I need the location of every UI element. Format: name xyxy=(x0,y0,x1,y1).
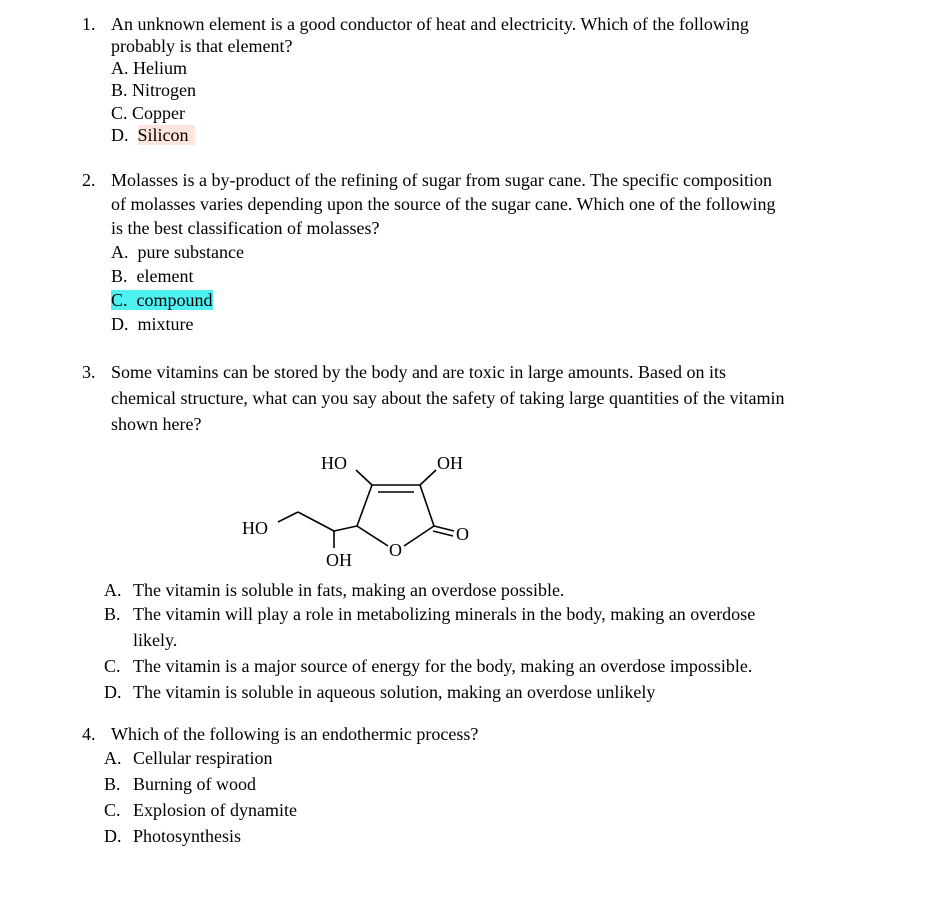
bond xyxy=(356,470,372,485)
option-d: The vitamin is soluble in aqueous solution, making an overdose unlikely xyxy=(133,682,656,702)
option-b: The vitamin will play a role in metabolizing minerals in the body, making an overdose xyxy=(133,604,756,624)
bond xyxy=(357,485,372,526)
question-number: 4. xyxy=(82,724,96,744)
option-c xyxy=(111,289,213,311)
option-a-letter: A. xyxy=(104,580,122,600)
option-c: C. Copper xyxy=(111,103,186,123)
option-b: B. element xyxy=(111,266,194,286)
option-d: Photosynthesis xyxy=(133,826,242,846)
question-text: Which of the following is an endothermic process? xyxy=(111,724,479,744)
question-text: chemical structure, what can you say about the safety of taking large quantities of the vitamin xyxy=(111,388,785,408)
hydroxyl-label: OH xyxy=(437,453,463,473)
option-a: The vitamin is soluble in fats, making an overdose possible. xyxy=(133,580,565,600)
option-d-letter: D. xyxy=(104,826,122,846)
option-b: Burning of wood xyxy=(133,774,256,794)
highlighted-answer: Silicon xyxy=(138,125,195,145)
hydroxyl-label: HO xyxy=(242,518,268,538)
option-c: The vitamin is a major source of energy for the body, making an overdose impossible. xyxy=(133,656,753,676)
bond xyxy=(420,470,436,485)
bond xyxy=(278,512,298,522)
ring-oxygen-label: O xyxy=(389,540,402,560)
option-d: D. mixture xyxy=(111,314,194,334)
question-text: Some vitamins can be stored by the body and are toxic in large amounts. Based on its xyxy=(111,362,727,382)
carbonyl-oxygen-label: O xyxy=(456,524,469,544)
hydroxyl-label: HO xyxy=(321,453,347,473)
option-a: A. Helium xyxy=(111,58,187,78)
question-text: probably is that element? xyxy=(111,36,293,56)
hydroxyl-label: OH xyxy=(326,550,352,570)
question-text: shown here? xyxy=(111,414,202,434)
bond xyxy=(357,526,388,546)
question-text: of molasses varies depending upon the source of the sugar cane. Which one of the following xyxy=(111,194,776,214)
structure-labels xyxy=(242,453,469,570)
bond xyxy=(434,526,454,531)
highlighted-answer: C. compound xyxy=(111,290,213,310)
question-text: is the best classification of molasses? xyxy=(111,218,380,238)
option-c-letter: C. xyxy=(104,800,121,820)
question-number: 3. xyxy=(82,362,96,382)
option-d: D. Silicon xyxy=(111,124,195,146)
structure-bonds xyxy=(278,470,454,548)
option-b-continued: likely. xyxy=(133,630,178,650)
option-a: Cellular respiration xyxy=(133,748,273,768)
bond xyxy=(404,526,434,546)
question-number: 2. xyxy=(82,170,96,190)
option-c-letter: C. xyxy=(104,656,121,676)
option-b: B. Nitrogen xyxy=(111,80,196,100)
option-b-letter: B. xyxy=(104,774,121,794)
option-d-letter: D. xyxy=(104,682,122,702)
bond xyxy=(334,526,357,531)
question-text: Molasses is a by-product of the refining of sugar from sugar cane. The specific composition xyxy=(111,170,772,190)
option-a-letter: A. xyxy=(104,748,122,768)
question-number: 1. xyxy=(82,14,96,34)
bond xyxy=(420,485,434,526)
option-c: Explosion of dynamite xyxy=(133,800,297,820)
question-text: An unknown element is a good conductor of heat and electricity. Which of the following xyxy=(111,14,749,34)
bond xyxy=(298,512,334,531)
option-b-letter: B. xyxy=(104,604,121,624)
bond xyxy=(433,531,453,536)
option-a: A. pure substance xyxy=(111,242,244,262)
